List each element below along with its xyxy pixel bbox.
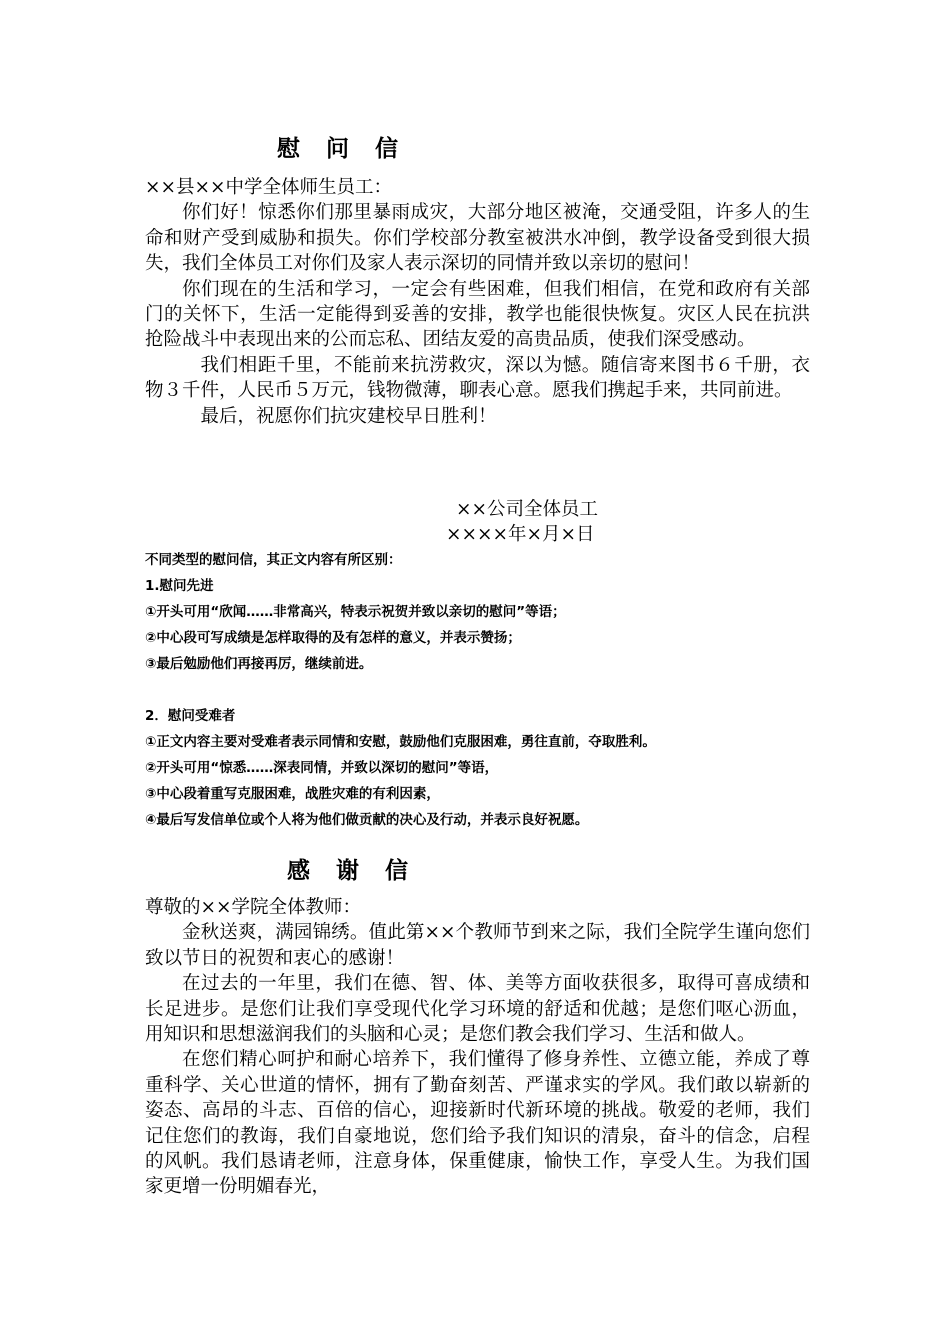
letter1-paragraph-1: 你们好！惊悉你们那里暴雨成灾，大部分地区被淹，交通受阻，许多人的生命和财产受到威胁和损失。你们学校部分教室被洪水冲倒，教学设备受到很大损失，我们全体员工对你们及家人表示深切的同情并致以亲切的慰问！ <box>145 202 810 275</box>
letter2-paragraph-3: 在您们精心呵护和耐心培养下，我们懂得了修身养性、立德立能，养成了尊重科学、关心世道的情怀，拥有了勤奋刻苦、严谨求实的学风。我们敢以崭新的姿态、高昂的斗志、百倍的信心，迎接新时代新环境的挑战。敬爱的老师，我们记住您们的教诲，我们自豪地说，您们给予我们知识的清泉，奋斗的信念，启程的风帆。我们恳请老师，注意身体，保重健康，愉快工作，享受人生。为我们国家更增一份明媚春光， <box>145 1049 810 1198</box>
notes-section1-item: ③最后勉励他们再接再厉，继续前进。 <box>145 656 373 672</box>
letter1-paragraph-3: 我们相距千里，不能前来抗涝救灾，深以为憾。随信寄来图书６千册，衣物３千件，人民币５万元，钱物微薄，聊表心意。愿我们携起手来，共同前进。 <box>145 354 810 402</box>
letter2-salutation: 尊敬的××学院全体教师： <box>145 897 362 918</box>
letter1-date: ××××年×月×日 <box>446 524 595 545</box>
letter2-paragraph-1: 金秋送爽，满园锦绣。值此第××个教师节到来之际，我们全院学生谨向您们致以节日的祝贺和衷心的感谢！ <box>145 922 810 969</box>
notes-section2-heading: 2．慰问受难者 <box>145 708 236 724</box>
notes-section2-item: ④最后写发信单位或个人将为他们做贡献的决心及行动，并表示良好祝愿。 <box>145 812 589 828</box>
notes-section <box>145 547 825 833</box>
notes-section1-item: ②中心段可写成绩是怎样取得的及有怎样的意义，并表示赞扬； <box>145 630 521 646</box>
letter1-signature: ××公司全体员工 <box>456 499 599 520</box>
notes-section1-item: ①开头可用“欣闻……非常高兴，特表示祝贺并致以亲切的慰问”等语； <box>145 604 566 620</box>
letter2-title: 感 谢 信 <box>287 858 418 884</box>
notes-section1-heading: 1.慰问先进 <box>145 578 214 594</box>
letter1-paragraph-4: 最后，祝愿你们抗灾建校早日胜利！ <box>200 405 497 427</box>
notes-section2-item: ③中心段着重写克服困难，战胜灾难的有利因素， <box>145 786 440 802</box>
letter1-title: 慰 问 信 <box>277 136 408 162</box>
letter2-body <box>145 895 810 1200</box>
letter2-paragraph-2: 在过去的一年里，我们在德、智、体、美等方面收获很多，取得可喜成绩和长足进步。是您们让我们享受现代化学习环境的舒适和优越；是您们呕心沥血，用知识和思想滋润我们的头脑和心灵；是您们教会我们学习、生活和做人。 <box>145 973 810 1046</box>
letter1-body <box>145 175 810 429</box>
notes-section2-item: ②开头可用“惊悉……深表同情，并致以深切的慰问”等语， <box>145 760 499 776</box>
notes-intro: 不同类型的慰问信，其正文内容有所区别： <box>145 552 402 568</box>
letter1-paragraph-2: 你们现在的生活和学习，一定会有些困难，但我们相信，在党和政府有关部门的关怀下，生活一定能得到妥善的安排，教学也能很快恢复。灾区人民在抗洪抢险战斗中表现出来的公而忘私、团结友爱的高贵品质，使我们深受感动。 <box>145 278 810 351</box>
notes-section2-item: ①正文内容主要对受难者表示同情和安慰，鼓励他们克服困难，勇往直前，夺取胜利。 <box>145 734 656 750</box>
letter1-salutation: ××县××中学全体师生员工： <box>145 177 393 198</box>
notes-spacer <box>145 677 825 703</box>
